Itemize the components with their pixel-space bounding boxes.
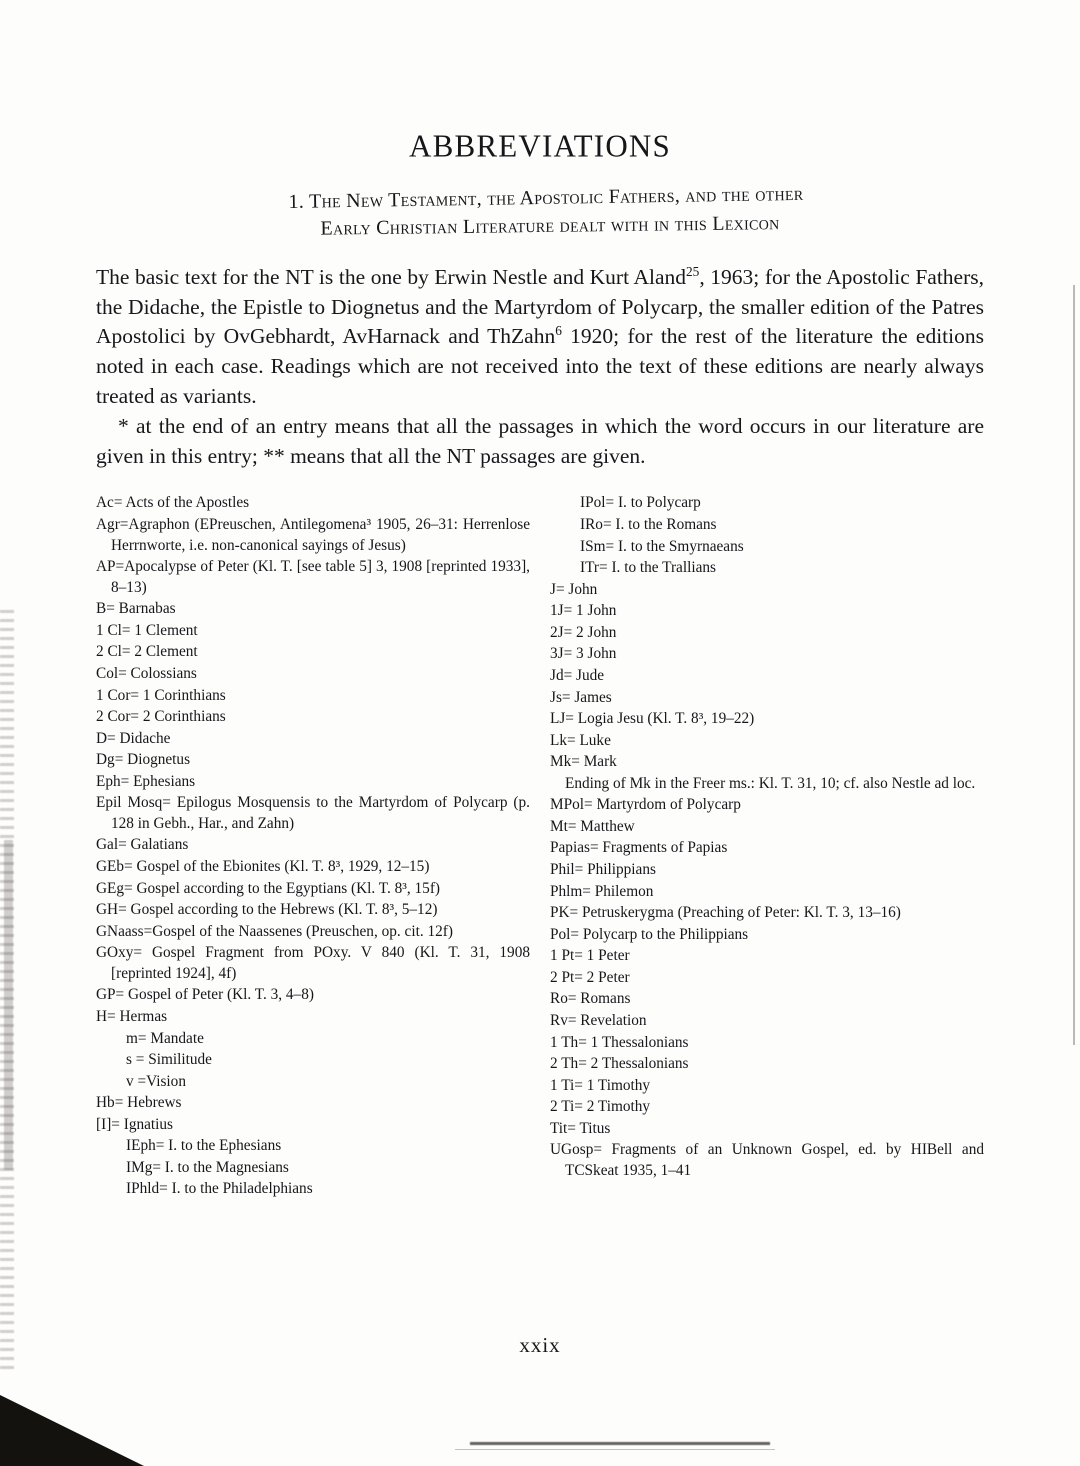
abbreviation-entry: GEb= Gospel of the Ebionites (Kl. T. 8³, 1929, 12–15) (96, 858, 430, 876)
intro-paragraph-2: * at the end of an entry means that all the passages in which the word occurs in our literature are given in this entry; ** means that all the NT passages are given. (96, 413, 984, 468)
abbreviation-entry: Dg= Diognetus (96, 751, 191, 769)
intro-p1-mid: , 1963; for the Apostolic Fathers, the Didache, the Epistle to Diognetus and the Martyrdom of Polycarp, the smaller edition of the Patres Apostolici by OvGebhardt, AvHarnack and ThZahn (96, 264, 984, 349)
abbreviation-entry: 1 Th= 1 Thessalonians (550, 1033, 689, 1051)
abbreviation-entry: GOxy= Gospel Fragment from POxy. V 840 (Kl. T. 31, 1908 [reprinted 1924], 4f) (96, 944, 530, 982)
abbreviation-entry: Ending of Mk in the Freer ms.: Kl. T. 31, 10; cf. also Nestle ad loc. (565, 774, 976, 792)
abbreviation-column-right (540, 493, 984, 1182)
scan-artifact-right-edge (1073, 285, 1075, 1045)
abbreviation-entry: Tit= Titus (550, 1119, 611, 1137)
abbreviation-entry: Gal= Galatians (96, 836, 189, 854)
abbreviation-entry: GEg= Gospel according to the Egyptians (Kl. T. 8³, 15f) (96, 879, 441, 897)
scan-artifact-bottom-hairline (455, 1449, 775, 1450)
intro-paragraph-1 (96, 263, 984, 412)
abbreviation-entry: s = Similitude (126, 1051, 212, 1069)
abbreviation-entry: IPhld= I. to the Philadelphians (126, 1180, 313, 1198)
abbreviation-entry: GH= Gospel according to the Hebrews (Kl. T. 8³, 5–12) (96, 901, 438, 919)
abbreviation-entry: J= John (550, 580, 598, 598)
abbreviation-entry: Mk= Mark (550, 753, 617, 771)
abbreviation-entry: Agr=Agraphon (EPreuschen, Antilegomena³ 1905, 26–31: Herrenlose Herrnworte, i.e. non-canonical sayings of Jesus) (96, 516, 530, 554)
abbreviation-entry: Pol= Polycarp to the Philippians (550, 925, 749, 943)
scan-artifact-left-gutter (4, 840, 13, 1170)
abbreviation-entry: GP= Gospel of Peter (Kl. T. 3, 4–8) (96, 986, 314, 1004)
abbreviation-entry: PK= Petruskerygma (Preaching of Peter: Kl. T. 3, 13–16) (550, 904, 901, 922)
edition-superscript-zahn: 6 (555, 323, 562, 339)
section-subtitle (160, 184, 920, 241)
abbreviation-entry: 1 Cor= 1 Corinthians (96, 686, 226, 704)
abbreviation-entry: Phlm= Philemon (550, 882, 654, 900)
intro-p1-pre: The basic text for the NT is the one by Erwin Nestle and Kurt Aland (96, 264, 686, 289)
abbreviation-entry: Ac= Acts of the Apostles (96, 494, 250, 512)
abbreviation-entry: Ro= Romans (550, 990, 631, 1008)
abbreviation-entry: H= Hermas (96, 1007, 168, 1025)
abbreviation-entry: 1 Pt= 1 Peter (550, 947, 630, 965)
subtitle-line-2: Early Christian Literature dealt with in this Lexicon (320, 212, 780, 241)
abbreviation-entry: 2 Th= 2 Thessalonians (550, 1055, 689, 1073)
abbreviation-entry: Col= Colossians (96, 664, 197, 682)
abbreviation-column-left (96, 493, 540, 1201)
abbreviation-entry: Rv= Revelation (550, 1011, 647, 1029)
abbreviation-entry: Js= James (550, 688, 612, 706)
subtitle-line-1: 1. The New Testament, the Apostolic Fathers, and the other (288, 182, 804, 213)
abbreviation-entry: Lk= Luke (550, 731, 611, 749)
abbreviation-entry: UGosp= Fragments of an Unknown Gospel, ed. by HIBell and TCSkeat 1935, 1–41 (550, 1141, 984, 1179)
abbreviation-entry: 2J= 2 John (550, 623, 617, 641)
abbreviation-entry: ISm= I. to the Smyrnaeans (580, 537, 744, 555)
page-number: xxix (519, 1333, 561, 1357)
abbreviation-entry: 2 Cl= 2 Clement (96, 643, 198, 661)
abbreviation-entry: [I]= Ignatius (96, 1115, 174, 1133)
edition-superscript-aland: 25 (686, 263, 700, 279)
abbreviation-entry: IEph= I. to the Ephesians (126, 1137, 282, 1155)
introduction (96, 263, 984, 472)
abbreviation-entry: 2 Ti= 2 Timothy (550, 1098, 651, 1116)
scan-artifact-bottom-smudge (470, 1442, 770, 1445)
abbreviation-entry: Papias= Fragments of Papias (550, 839, 728, 857)
abbreviation-entry: Mt= Matthew (550, 817, 635, 835)
abbreviation-entry: IPol= I. to Polycarp (580, 494, 701, 512)
abbreviation-entry: Hb= Hebrews (96, 1094, 182, 1112)
page-title: ABBREVIATIONS (409, 127, 671, 164)
abbreviation-entry: B= Barnabas (96, 600, 176, 618)
abbreviation-entry: 1 Cl= 1 Clement (96, 621, 198, 639)
abbreviation-entry: AP=Apocalypse of Peter (Kl. T. [see table 5] 3, 1908 [reprinted 1933], 8–13) (96, 558, 530, 596)
abbreviation-entry: GNaass=Gospel of the Naassenes (Preuschen, op. cit. 12f) (96, 922, 453, 940)
abbreviation-entry: Epil Mosq= Epilogus Mosquensis to the Martyrdom of Polycarp (p. 128 in Gebh., Har., and Zahn) (96, 794, 530, 832)
abbreviation-entry: 2 Pt= 2 Peter (550, 968, 630, 986)
abbreviation-entry: IRo= I. to the Romans (580, 516, 717, 534)
abbreviation-entry: MPol= Martyrdom of Polycarp (550, 796, 741, 814)
abbreviation-entry: 1J= 1 John (550, 602, 617, 620)
abbreviation-entry: 1 Ti= 1 Timothy (550, 1076, 651, 1094)
abbreviation-entry: m= Mandate (126, 1029, 204, 1047)
abbreviation-entry: 2 Cor= 2 Corinthians (96, 708, 226, 726)
scan-artifact-corner-shadow (0, 1392, 144, 1466)
page-content (96, 128, 984, 1201)
abbreviation-entry: ITr= I. to the Trallians (580, 559, 716, 577)
abbreviation-entry: IMg= I. to the Magnesians (126, 1158, 289, 1176)
abbreviation-entry: Phil= Philippians (550, 861, 656, 879)
abbreviation-entry: Jd= Jude (550, 666, 605, 684)
intro-p1-post: 1920; for the rest of the literature the editions noted in each case. Readings which are not received into the text of these editions are nearly always treated as variants. (96, 324, 984, 409)
abbreviation-entry: LJ= Logia Jesu (Kl. T. 8³, 19–22) (550, 710, 755, 728)
abbreviation-entry: v =Vision (126, 1072, 186, 1090)
abbreviation-list (96, 493, 984, 1201)
abbreviation-entry: 3J= 3 John (550, 645, 617, 663)
abbreviation-entry: Eph= Ephesians (96, 772, 196, 790)
abbreviation-entry: D= Didache (96, 729, 171, 747)
